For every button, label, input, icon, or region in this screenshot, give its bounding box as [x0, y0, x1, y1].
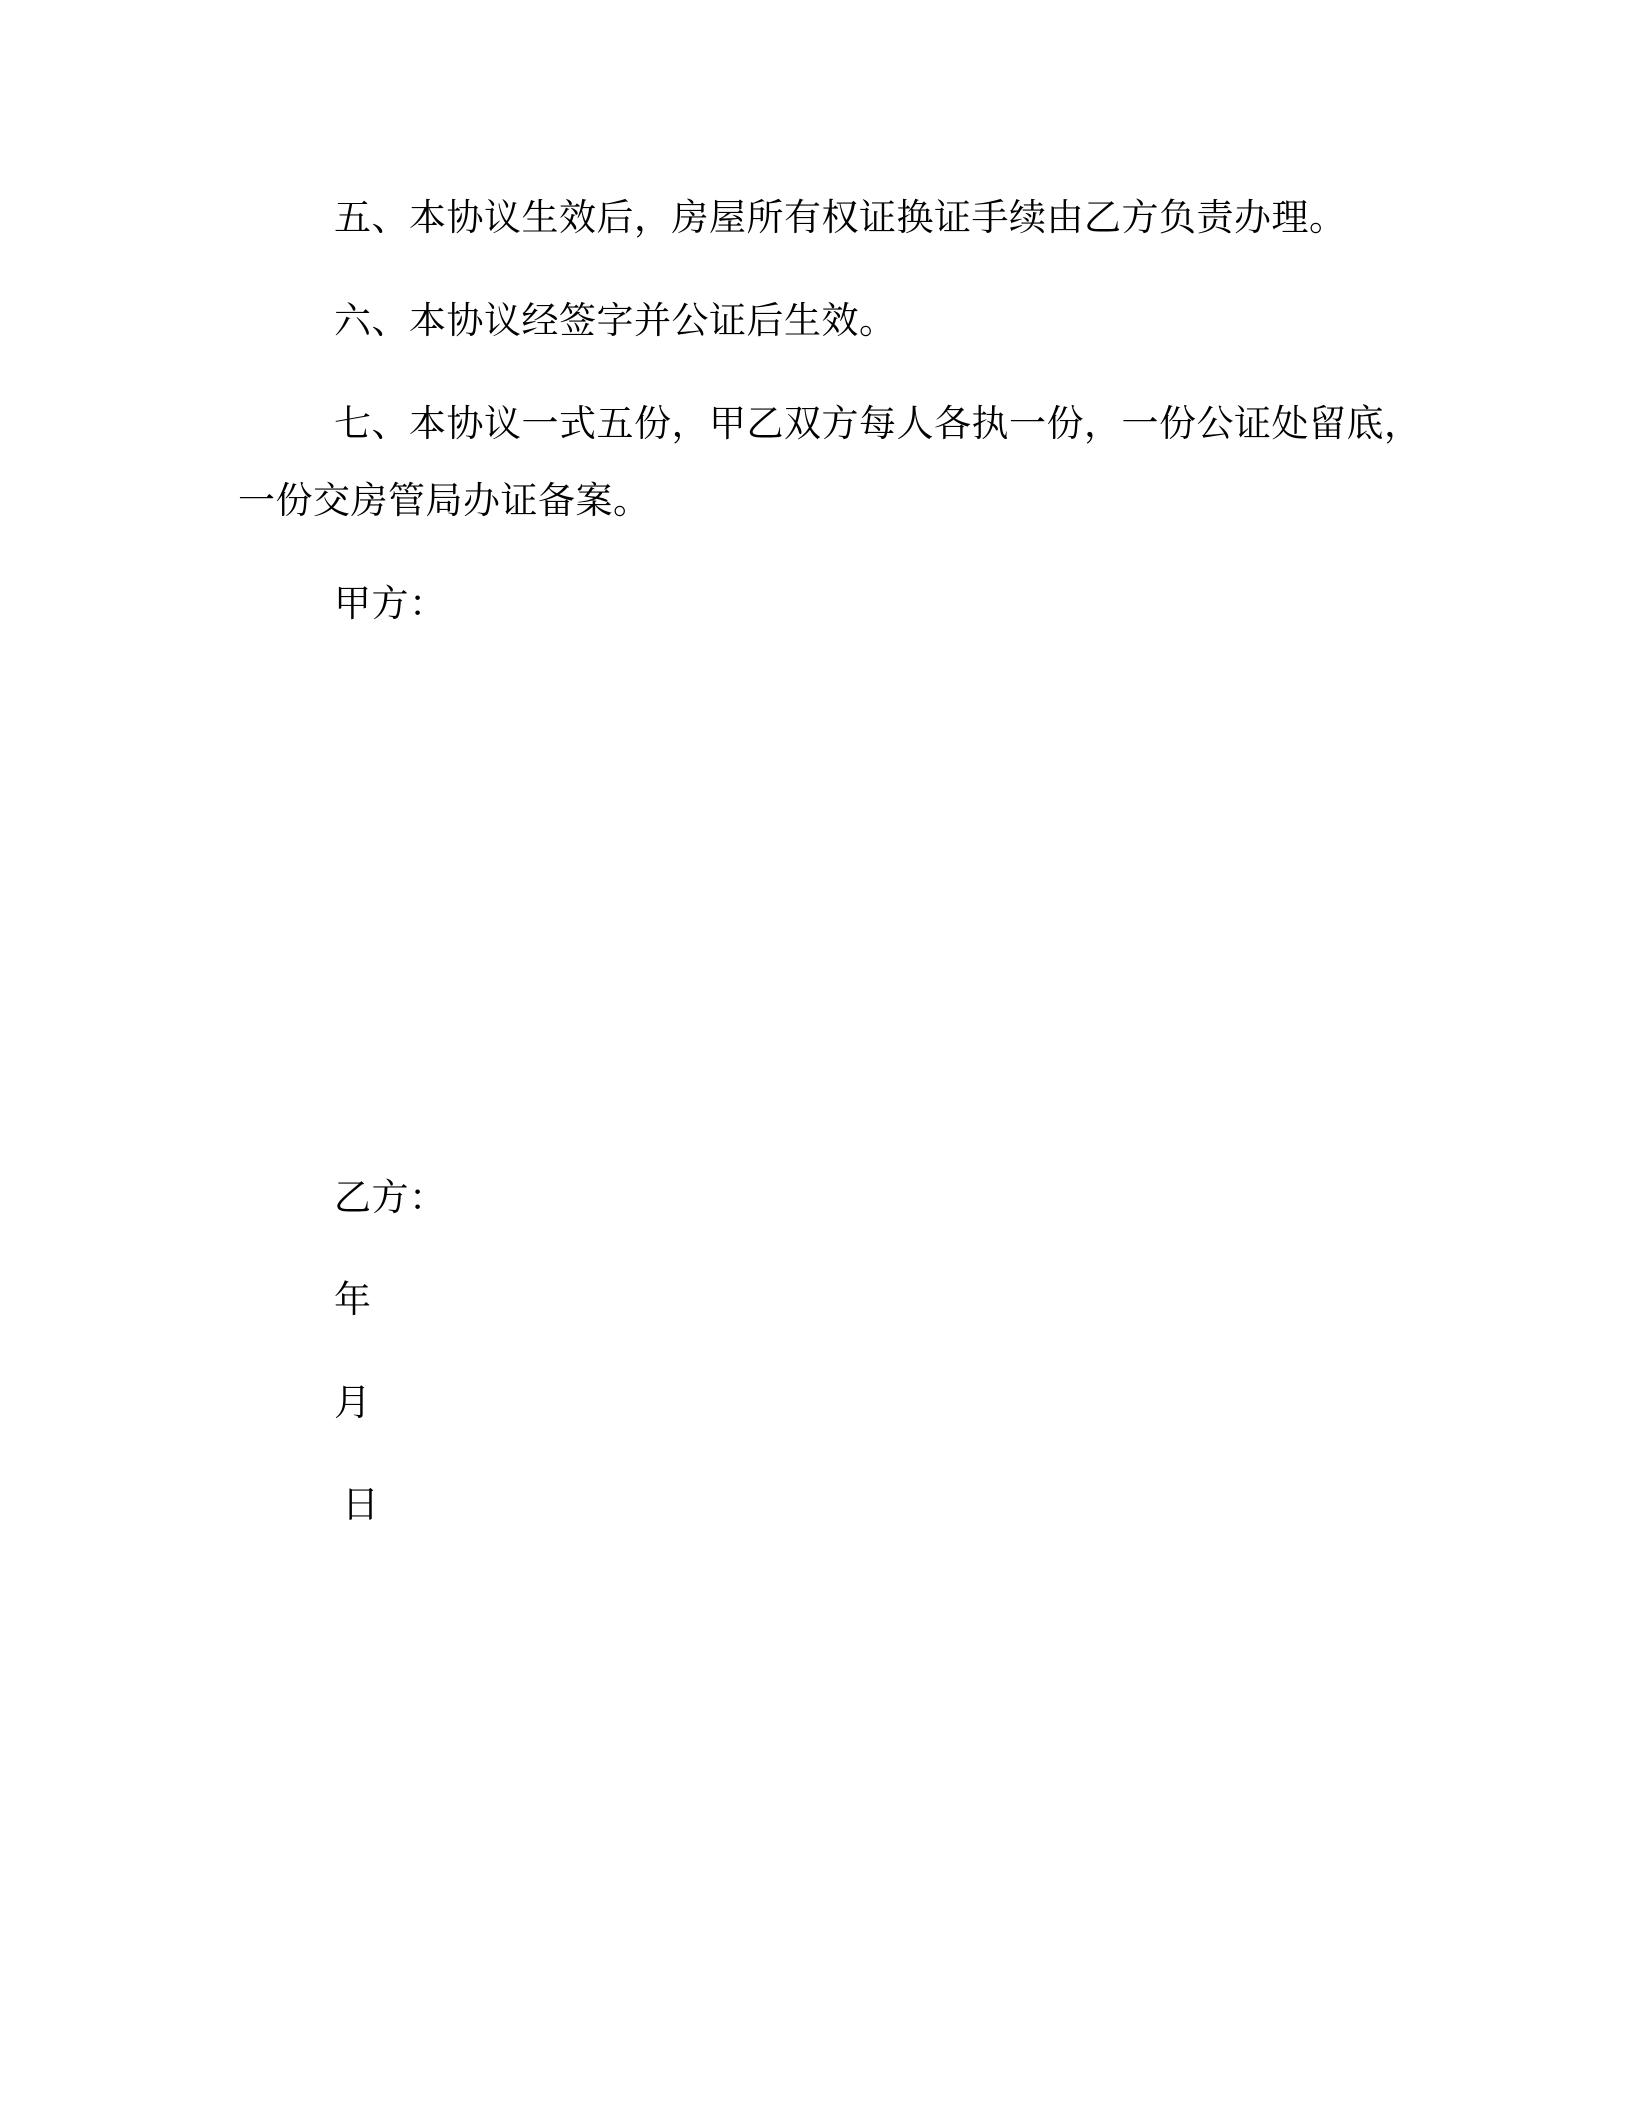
- clause-5-text: 五、本协议生效后，房屋所有权证换证手续由乙方负责办理。: [334, 196, 1347, 239]
- clause-7-text-line-1: 七、本协议一式五份，甲乙双方每人各执一份，一份公证处留底，: [334, 402, 1422, 445]
- clause-6-text: 六、本协议经签字并公证后生效。: [334, 299, 897, 342]
- date-year-label: 年: [334, 1278, 372, 1321]
- date-month-label: 月: [334, 1381, 372, 1424]
- date-day-label: 日: [342, 1483, 380, 1526]
- party-a-signature-label: 甲方：: [334, 582, 447, 625]
- party-b-signature-label: 乙方：: [334, 1176, 447, 1219]
- clause-7-text-line-2: 一份交房管局办证备案。: [238, 479, 651, 522]
